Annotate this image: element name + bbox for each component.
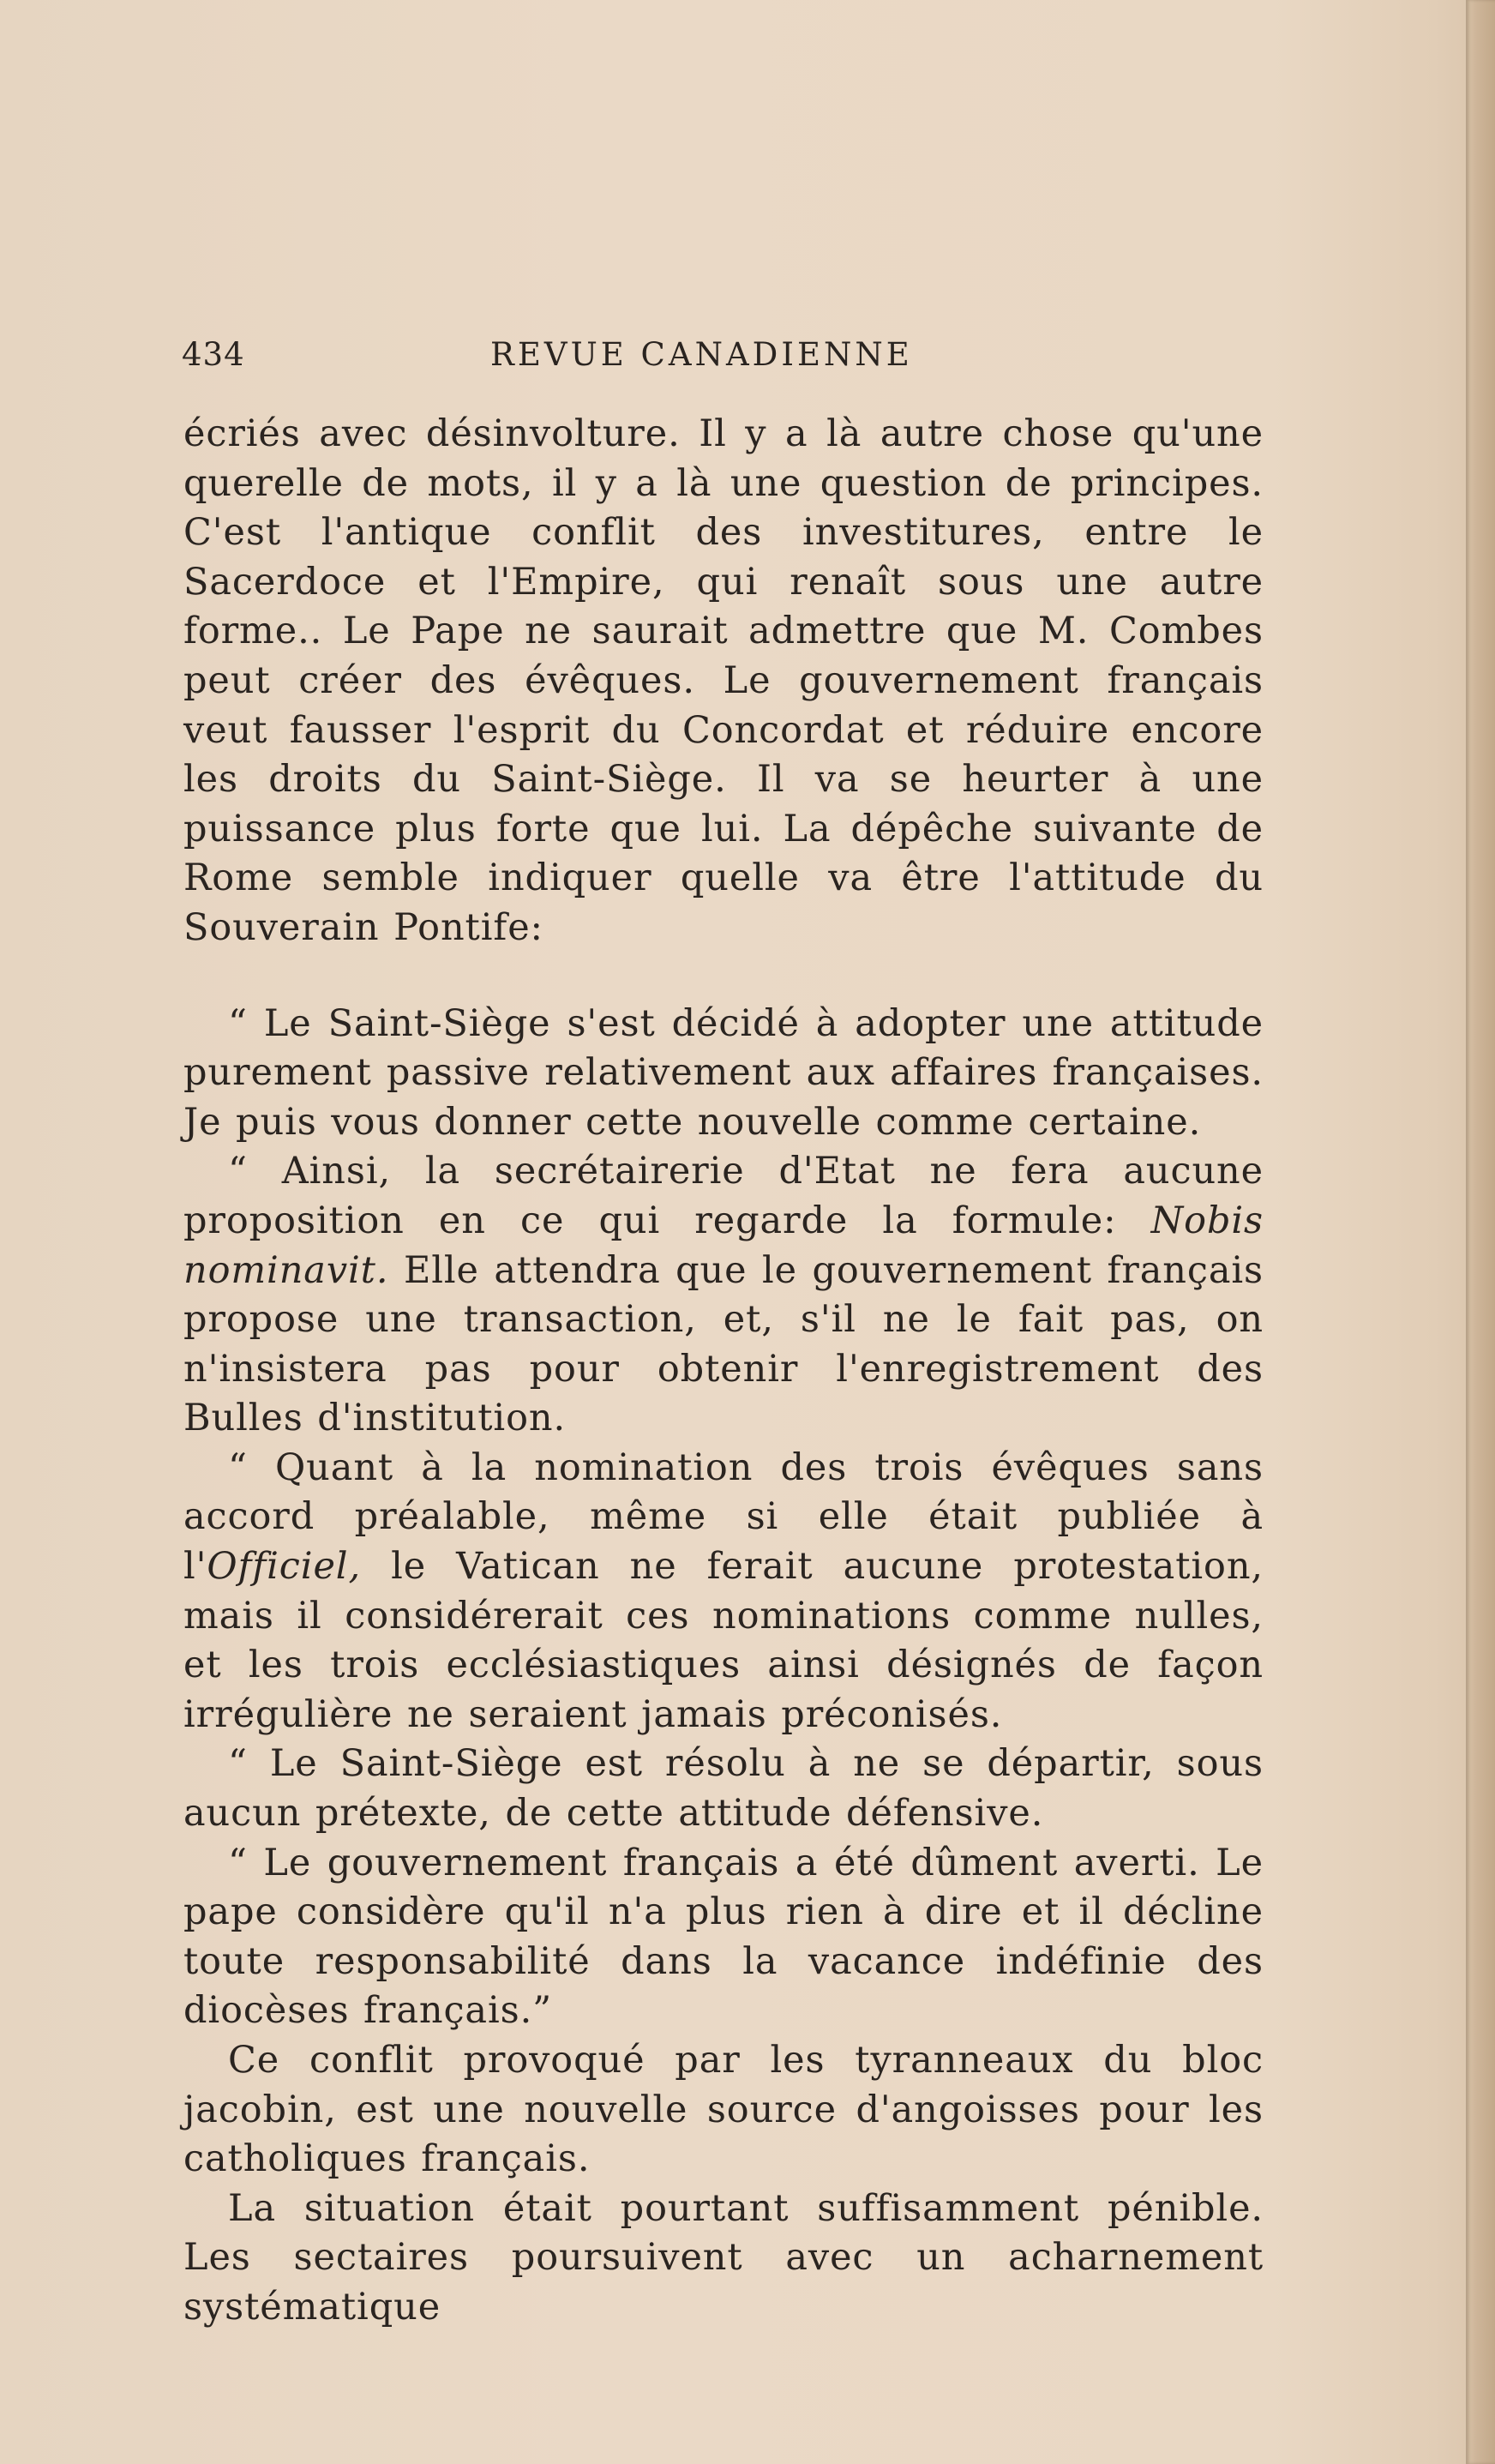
quote-paragraph-1: “ Le Saint-Siège s'est décidé à adopter une attitude purement passive relativement aux affaires françaises. Je puis vous donner cette nouvelle comme certaine. [183,1001,1264,1144]
paragraph-intro: écriés avec désinvolture. Il y a là autre chose qu'une querelle de mots, il y a là une question de principes. C'est l'antique conflit des investitures, entre le Sacerdoce et l'Empire, qui renaît sous une autre forme.. Le Pape ne saurait admettre que M. Combes peut créer des évêques. Le gouvernement français veut fausser l'esprit du Concordat et réduire encore les droits du Saint-Siège. Il va se heurter à une puissance plus forte que lui. La dépêche suivante de Rome semble indiquer quelle va être l'attitude du Souverain Pontife: [183,412,1264,949]
paragraph-conflict: Ce conflit provoqué par les tyranneaux du bloc jacobin, est une nouvelle source d'angoisses pour les catholiques français. [183,2039,1264,2181]
quote-text: “ Quant à la nomination des trois évêques sans accord préalable, même si elle était publiée à l' [183,1445,1264,1589]
quote-text: Elle attendra que le gouvernement français propose une transaction, et, s'il ne le fait pas, on n'insistera pas pour obtenir l'enregistrement des Bulles d'institution. [183,1248,1264,1440]
officiel-title: Officiel, [207,1545,362,1589]
page-number: 434 [182,336,245,373]
journal-title: REVUE CANADIENNE [490,336,913,373]
text-body [183,410,1264,2333]
quote-text: le Vatican ne ferait aucune protestation, mais il considérerait ces nominations comme nulles, et les trois ecclésiastiques ainsi désignés de façon irrégulière ne seraient jamais préconisés. [183,1545,1264,1736]
quote-text: “ Ainsi, la secrétairerie d'Etat ne fera aucune proposition en ce qui regarde la formule: [183,1150,1264,1242]
quote-paragraph-5: “ Le gouvernement français a été dûment averti. Le pape considère qu'il n'a plus rien à dire et il décline toute responsabilité dans la vacance indéfinie des diocèses français.” [183,1841,1264,2033]
quote-paragraph-2 [183,1147,1264,1444]
running-head [182,336,960,376]
quote-paragraph-4: “ Le Saint-Siège est résolu à ne se départir, sous aucun prétexte, de cette attitude défensive. [183,1742,1264,1836]
page-edge [1466,0,1495,2464]
paragraph-situation: La situation était pourtant suffisamment pénible. Les sectaires poursuivent avec un acharnement systématique [183,2186,1264,2329]
quote-paragraph-3 [183,1444,1264,1740]
latin-formula: Nobis nominavit. [183,1199,1264,1292]
